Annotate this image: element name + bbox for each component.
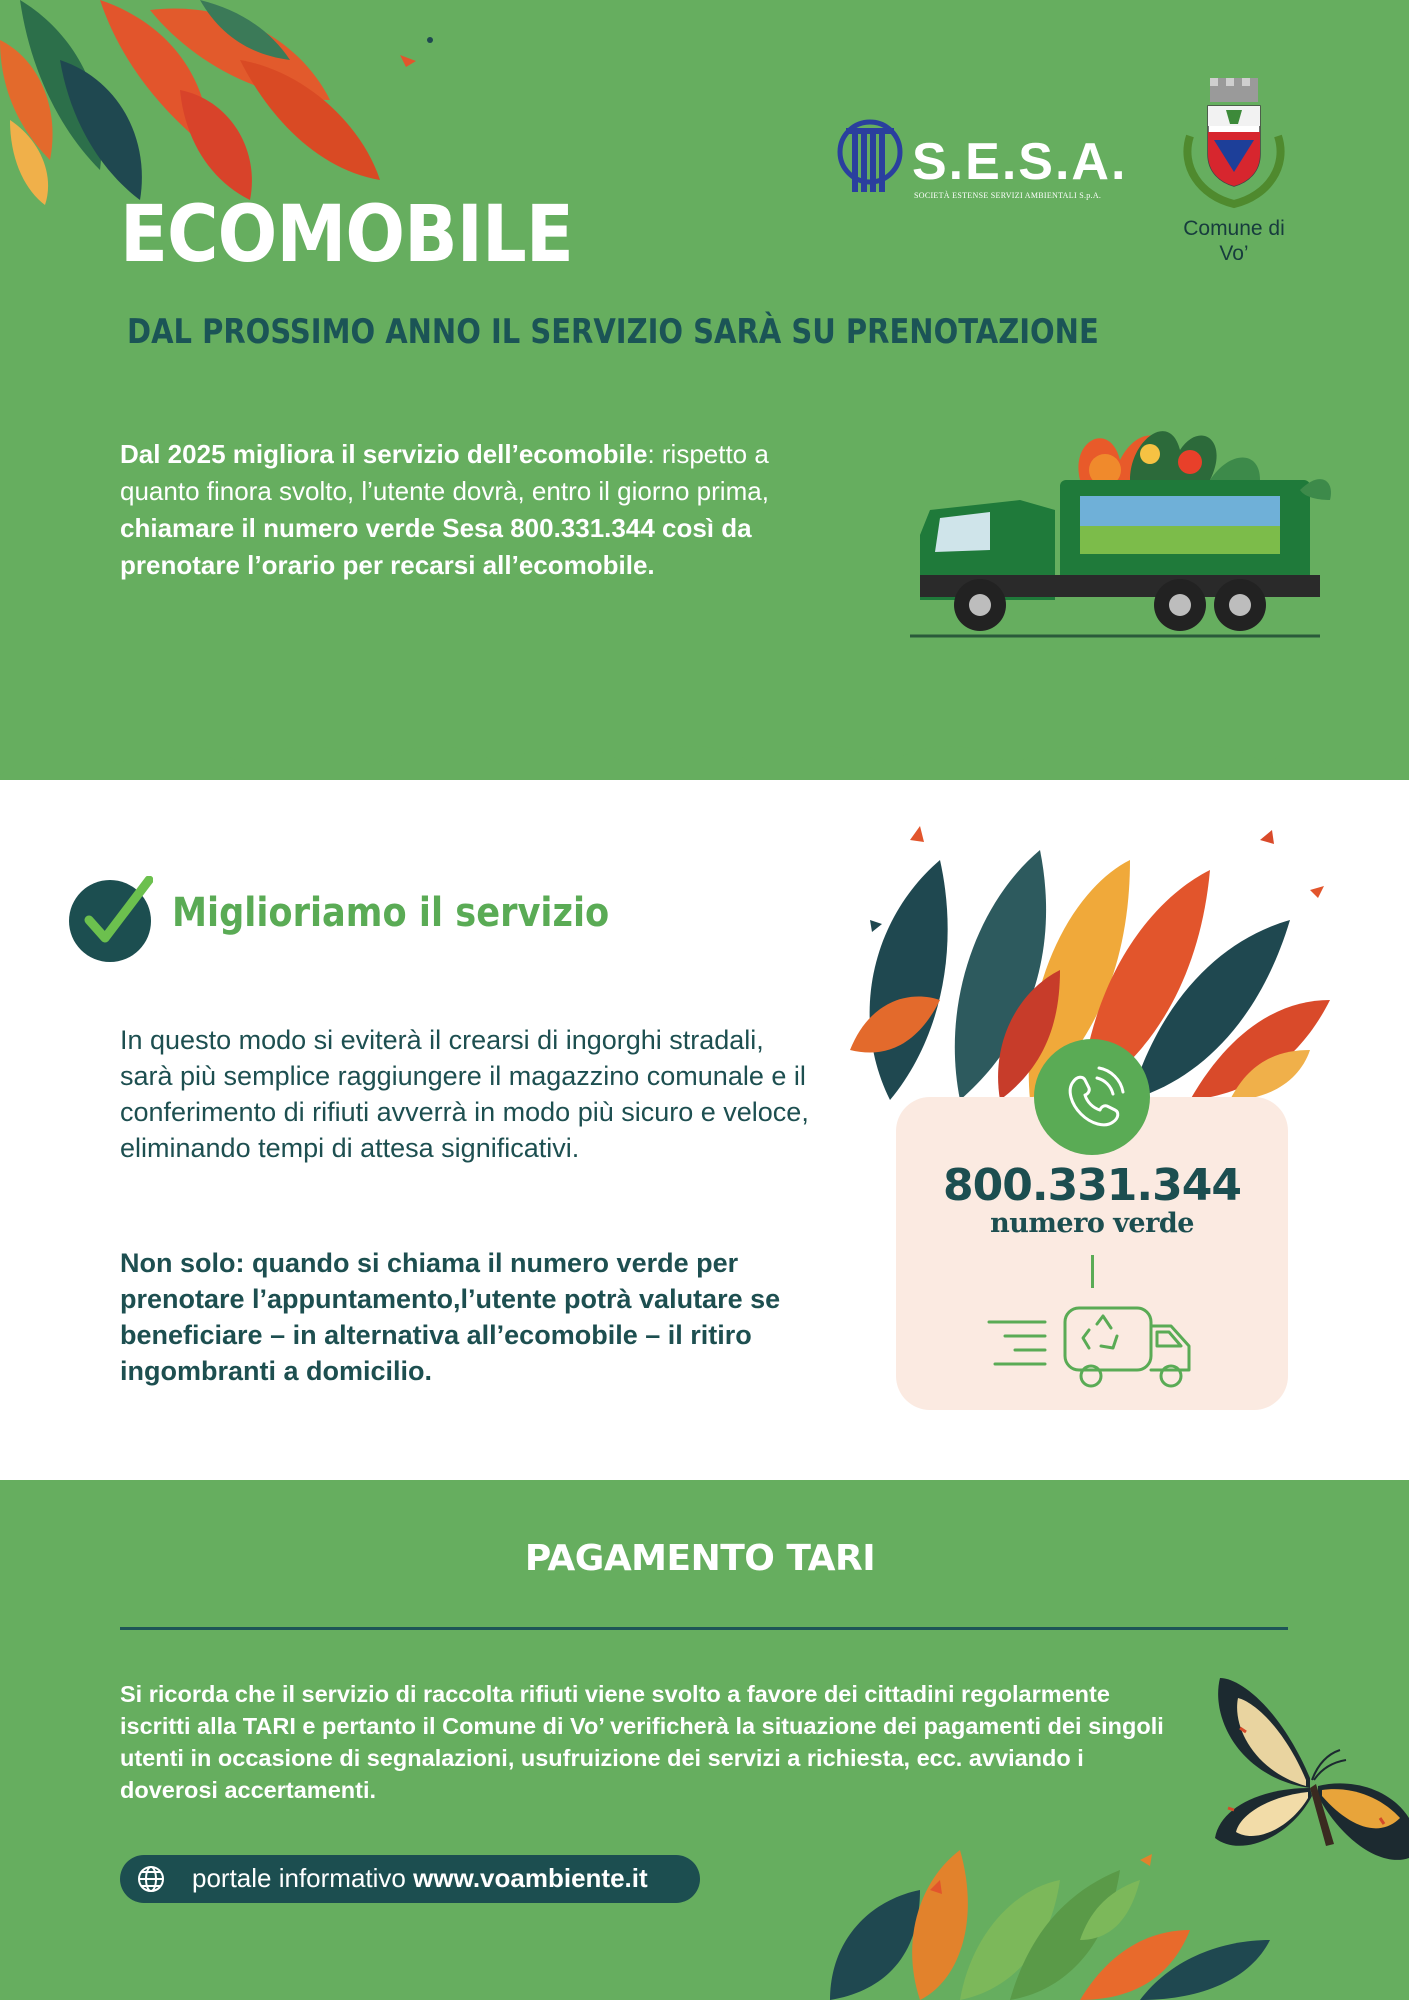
intro-call-to-action: chiamare il numero verde Sesa 800.331.344 così da prenotare l’orario per recarsi all’ecomobile.	[120, 513, 752, 580]
improve-paragraph: In questo modo si eviterà il crearsi di ingorghi stradali, sarà più semplice raggiungere il magazzino comunale e il conferimento di rifiuti avverrà in modo più sicuro e veloce, eliminando tempi di attesa significativi.	[120, 1025, 809, 1163]
intro-lead: Dal 2025 migliora il servizio dell’ecomobile	[120, 439, 648, 469]
recycle-truck-icon	[985, 1302, 1205, 1390]
divider	[1091, 1255, 1094, 1288]
page-subtitle: DAL PROSSIMO ANNO IL SERVIZIO SARÀ SU PRENOTAZIONE	[127, 312, 1099, 352]
portal-label: portale informativo	[192, 1863, 406, 1893]
hotline-number[interactable]: 800.331.344	[943, 1160, 1241, 1211]
ecomobile-truck-illustration	[880, 400, 1340, 650]
tari-paragraph: Si ricorda che il servizio di raccolta rifiuti viene svolto a favore dei cittadini regolarmente iscritti alla TARI e pertanto il Comune di Vo’ verificherà la situazione dei pagamenti dei singoli utenti in occasione di segnalazioni, usufruizione dei servizi a richiesta, ecc. avviando i doverosi accertamenti.	[120, 1681, 1164, 1803]
hotline-label: numero verde	[990, 1208, 1194, 1239]
wave-divider	[0, 725, 1409, 795]
tari-title: PAGAMENTO TARI	[524, 1538, 876, 1579]
globe-icon	[136, 1864, 166, 1894]
section-title: Miglioriamo il servizio	[172, 890, 610, 936]
alternative-service-paragraph: Non solo: quando si chiama il numero verde per prenotare l’appuntamento,l’utente potrà valutare se beneficiare – in alternativa all’ecomobile – il ritiro ingombranti a domicilio.	[120, 1248, 781, 1386]
tari-divider	[120, 1627, 1288, 1630]
coat-of-arms-icon	[1180, 76, 1288, 210]
municipality-name: Comune di Vo’	[1183, 217, 1285, 265]
decorative-leaves-bottom	[810, 1830, 1290, 2000]
portal-url[interactable]: www.voambiente.it	[413, 1863, 648, 1893]
decorative-leaves-top-left	[0, 0, 470, 210]
sesa-logo-subtext: SOCIETÀ ESTENSE SERVIZI AMBIENTALI S.p.A.	[914, 191, 1102, 200]
check-icon	[67, 876, 153, 962]
phone-icon	[1033, 1038, 1151, 1156]
portal-link[interactable]	[192, 1863, 648, 1894]
sesa-logo-text: S.E.S.A.	[912, 133, 1128, 191]
intro-paragraph	[120, 436, 840, 584]
intro-body: : rispetto a quanto finora svolto, l’utente dovrà, entro il giorno prima,	[120, 439, 769, 506]
page-title: ECOMOBILE	[120, 190, 573, 280]
